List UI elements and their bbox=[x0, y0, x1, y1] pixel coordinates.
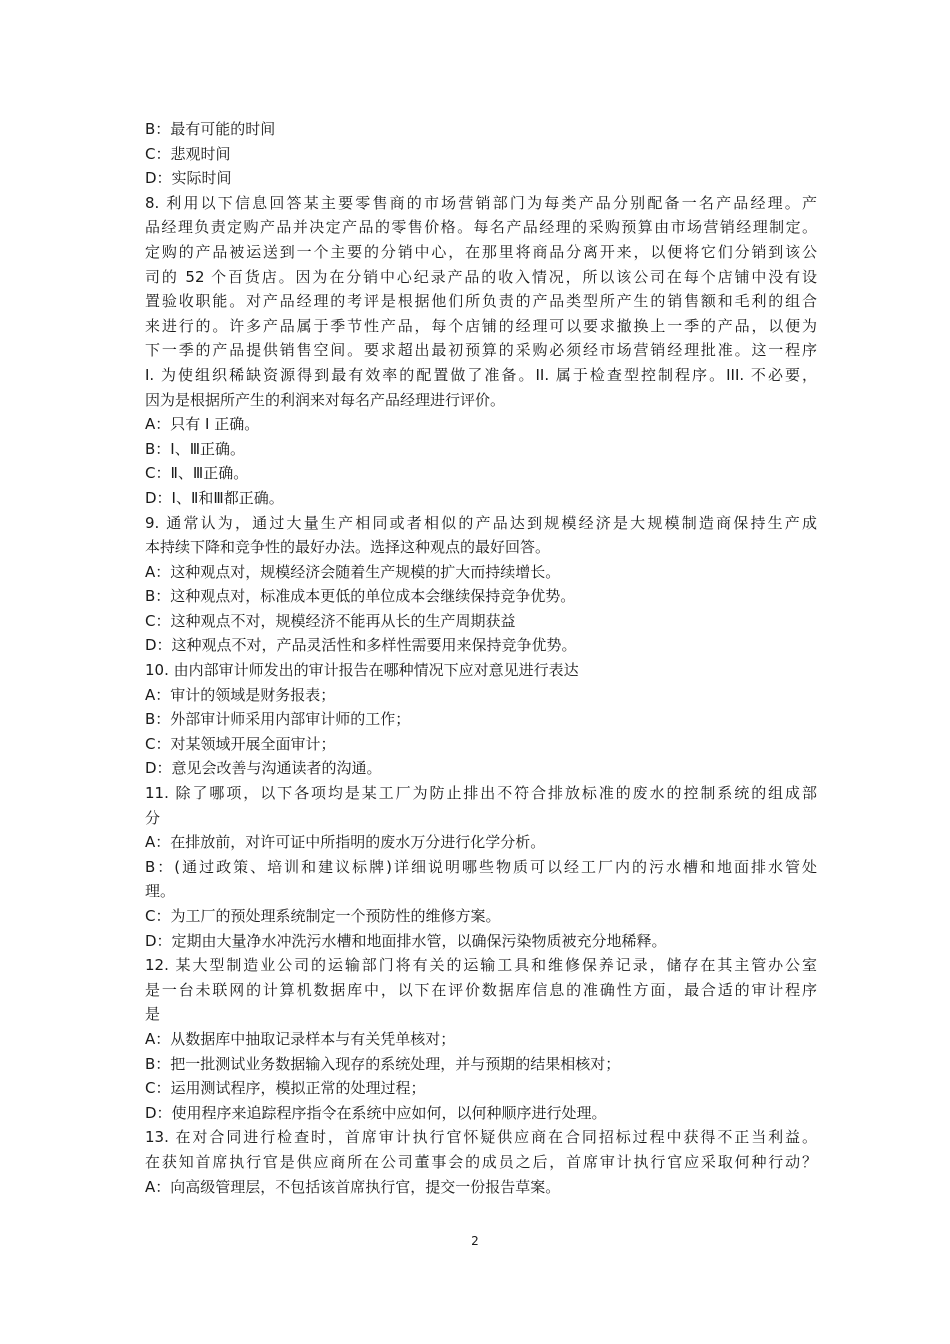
text-line: 来进行的。许多产品属于季节性产品，每个店铺的经理可以要求撤换上一季的产品，以便为 bbox=[145, 316, 817, 335]
text-line: 司的 52 个百货店。因为在分销中心纪录产品的收入情况，所以该公司在每个店铺中没有设 bbox=[145, 267, 817, 286]
text-line: C：运用测试程序，模拟正常的处理过程； bbox=[145, 1079, 426, 1098]
text-line: B：I、Ⅲ正确。 bbox=[145, 439, 246, 458]
text-line: 品经理负责定购产品并决定产品的零售价格。每名产品经理的采购预算由市场营销经理制定。 bbox=[145, 218, 817, 237]
text-line: 定购的产品被运送到一个主要的分销中心，在那里将商品分离开来，以便将它们分销到该公 bbox=[145, 242, 817, 261]
text-line: 是一台未联网的计算机数据库中，以下在评价数据库信息的准确性方面，最合适的审计程序 bbox=[145, 980, 817, 999]
text-line: 10. 由内部审计师发出的审计报告在哪种情况下应对意见进行表达 bbox=[145, 661, 579, 680]
text-line: 8. 利用以下信息回答某主要零售商的市场营销部门为每类产品分别配备一名产品经理。产 bbox=[145, 193, 817, 212]
text-line: 理。 bbox=[145, 882, 176, 901]
text-line: D：实际时间 bbox=[145, 169, 232, 188]
text-line: C：为工厂的预处理系统制定一个预防性的维修方案。 bbox=[145, 907, 501, 925]
text-line: 是 bbox=[145, 1005, 161, 1024]
text-line: A：这种观点对，规模经济会随着生产规模的扩大而持续增长。 bbox=[145, 562, 561, 581]
text-line: A：向高级管理层，不包括该首席执行官，提交一份报告草案。 bbox=[145, 1177, 561, 1196]
text-line: D：这种观点不对，产品灵活性和多样性需要用来保持竞争优势。 bbox=[145, 636, 577, 655]
text-line: C：对某领域开展全面审计； bbox=[145, 734, 336, 753]
text-line: B：(通过政策、培训和建议标牌)详细说明哪些物质可以经工厂内的污水槽和地面排水管处 bbox=[145, 857, 817, 876]
text-line: B：外部审计师采用内部审计师的工作； bbox=[145, 710, 411, 729]
text-line: 分 bbox=[145, 808, 161, 827]
text-line: D：使用程序来追踪程序指令在系统中应如何，以何种顺序进行处理。 bbox=[145, 1103, 607, 1122]
text-line: B：把一批测试业务数据输入现存的系统处理，并与预期的结果相核对； bbox=[145, 1054, 621, 1073]
text-line: D：意见会改善与沟通读者的沟通。 bbox=[145, 759, 382, 778]
text-line: A：审计的领域是财务报表； bbox=[145, 685, 336, 704]
text-line: 11. 除了哪项，以下各项均是某工厂为防止排出不符合排放标准的废水的控制系统的组成部 bbox=[145, 784, 817, 803]
text-line: D：I、Ⅱ和Ⅲ都正确。 bbox=[145, 488, 284, 507]
text-line: 因为是根据所产生的利润来对每名产品经理进行评价。 bbox=[145, 390, 506, 409]
text-line: C：这种观点不对，规模经济不能再从长的生产周期获益 bbox=[145, 611, 516, 630]
text-line: 在获知首席执行官是供应商所在公司董事会的成员之后，首席审计执行官应采取何种行动？ bbox=[145, 1152, 817, 1171]
text-line: A：只有 I 正确。 bbox=[145, 415, 260, 434]
page-body bbox=[145, 117, 817, 1199]
text-line: A：在排放前，对许可证中所指明的废水万分进行化学分析。 bbox=[145, 833, 546, 852]
text-line: 13. 在对合同进行检查时，首席审计执行官怀疑供应商在合同招标过程中获得不正当利益。 bbox=[145, 1128, 817, 1147]
text-line: B：这种观点对，标准成本更低的单位成本会继续保持竞争优势。 bbox=[145, 587, 576, 606]
text-line: I. 为使组织稀缺资源得到最有效率的配置做了准备。II. 属于检查型控制程序。III. 不必要， bbox=[145, 365, 817, 384]
text-line: 12. 某大型制造业公司的运输部门将有关的运输工具和维修保养记录，储存在其主管办公室 bbox=[145, 956, 817, 975]
text-line: 9. 通常认为，通过大量生产相同或者相似的产品达到规模经济是大规模制造商保持生产成 bbox=[145, 513, 817, 532]
text-line: C：Ⅱ、Ⅲ正确。 bbox=[145, 464, 249, 483]
text-line: D：定期由大量净水冲洗污水槽和地面排水管，以确保污染物质被充分地稀释。 bbox=[145, 931, 667, 950]
text-line: C：悲观时间 bbox=[145, 144, 231, 163]
text-line: B：最有可能的时间 bbox=[145, 120, 276, 138]
text-line: 置验收职能。对产品经理的考评是根据他们所负责的产品类型所产生的销售额和毛利的组合 bbox=[145, 292, 817, 311]
text-line: 下一季的产品提供销售空间。要求超出最初预算的采购必须经市场营销经理批准。这一程序 bbox=[145, 341, 817, 360]
text-line: A：从数据库中抽取记录样本与有关凭单核对； bbox=[145, 1029, 456, 1048]
text-line: 本持续下降和竞争性的最好办法。选择这种观点的最好回答。 bbox=[145, 538, 551, 557]
page-number: 2 bbox=[471, 1234, 479, 1248]
